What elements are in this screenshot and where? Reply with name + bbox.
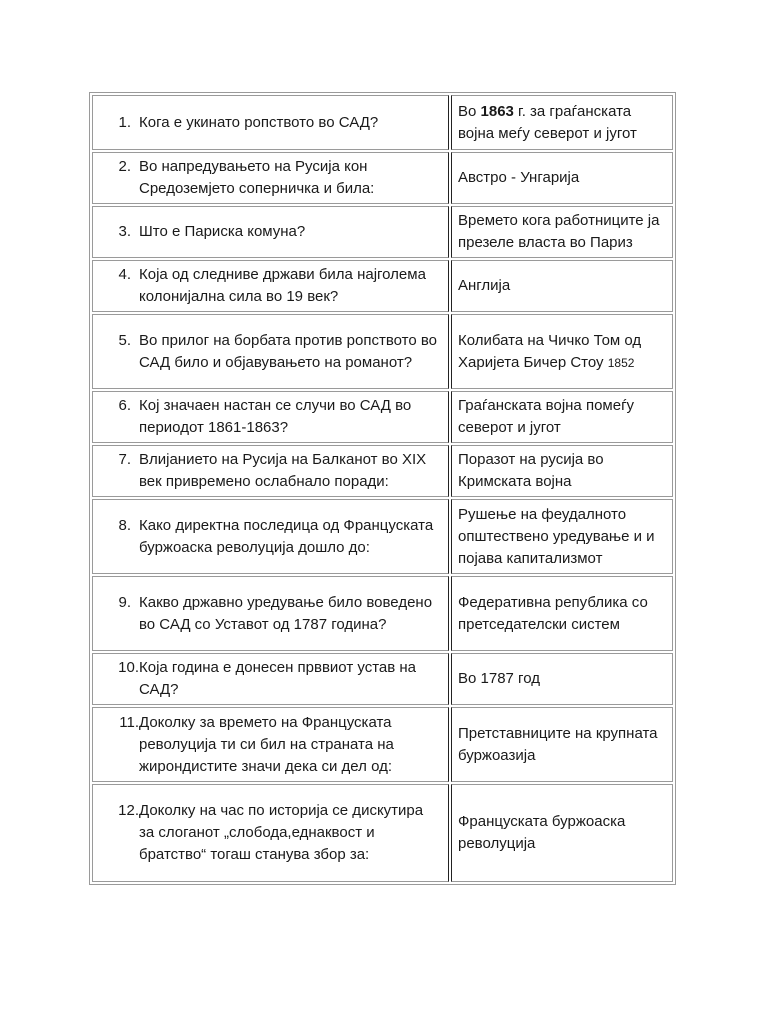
table-row	[92, 445, 673, 497]
answer-text: Француската буржоаска револуција	[458, 813, 626, 852]
question-text: Кој значаен настан се случи во САД во периодот 1861-1863?	[139, 397, 412, 436]
answer-year: 1863	[480, 102, 514, 120]
table-row	[92, 499, 673, 574]
question-cell	[92, 784, 449, 882]
table-row	[92, 653, 673, 705]
question-number: 9.	[118, 593, 131, 611]
question-text: Која година е донесен прввиот устав на САД?	[139, 659, 416, 698]
question-cell	[92, 576, 449, 651]
answer-text: Австро - Унгарија	[458, 169, 580, 186]
question-cell	[92, 445, 449, 497]
question-cell	[92, 391, 449, 443]
table-row	[92, 314, 673, 389]
answer-cell	[451, 576, 673, 651]
question-number: 7.	[118, 451, 131, 468]
question-number: 10.	[118, 659, 139, 676]
question-number: 6.	[118, 397, 131, 414]
question-number: 2.	[118, 158, 131, 175]
question-number: 11.	[119, 713, 139, 731]
question-cell	[92, 95, 449, 150]
question-text: Во прилог на борбата против ропството во САД било и објавувањето на романот?	[139, 331, 438, 371]
answer-text: Англија	[458, 277, 511, 294]
answer-text-pre: Во	[458, 102, 481, 120]
table-row	[92, 95, 673, 150]
table-row	[92, 260, 673, 312]
question-text: Доколку за времето на Француската револуција ти си бил на страната на жирондистите значи дека си дел од:	[139, 713, 394, 775]
answer-cell	[451, 95, 673, 150]
question-cell	[92, 152, 449, 204]
answer-text: Колибата на Чичко Том од Харијета Бичер Стоу	[458, 331, 642, 371]
question-text: Влијанието на Русија на Балканот во XIX век привремено ослабнало поради:	[139, 451, 427, 490]
answer-text: Времето кога работниците ја презеле власта во Париз	[458, 212, 660, 251]
table-row	[92, 152, 673, 204]
answer-text: Претставниците на крупната буржоазија	[458, 724, 658, 764]
question-number: 4.	[118, 266, 131, 283]
question-number: 5.	[118, 331, 131, 349]
question-cell	[92, 653, 449, 705]
question-text: Што е Париска комуна?	[139, 223, 306, 240]
answer-cell	[451, 707, 673, 782]
question-cell	[92, 314, 449, 389]
answer-year: 1852	[607, 355, 635, 370]
table-row	[92, 391, 673, 443]
answer-cell	[451, 445, 673, 497]
answer-text: Федеративна република со претседателски систем	[458, 593, 648, 633]
question-cell	[92, 707, 449, 782]
question-number: 1.	[118, 113, 131, 131]
question-cell	[92, 499, 449, 574]
question-text: Како директна последица од Француската буржоаска револуција дошло до:	[139, 516, 434, 556]
answer-text: Граѓанската војна помеѓу северот и југот	[458, 397, 635, 436]
question-cell	[92, 260, 449, 312]
answer-text-post: г. за граѓанската војна меѓу северот и југот	[458, 102, 637, 142]
qa-table	[89, 92, 676, 885]
question-number: 8.	[118, 516, 131, 534]
answer-cell	[451, 152, 673, 204]
question-number: 3.	[118, 223, 131, 240]
answer-cell	[451, 314, 673, 389]
answer-cell	[451, 391, 673, 443]
question-text: Која од следниве држави била најголема колонијална сила во 19 век?	[139, 266, 426, 305]
table-row	[92, 707, 673, 782]
answer-cell	[451, 784, 673, 882]
answer-cell	[451, 499, 673, 574]
answer-cell	[451, 260, 673, 312]
question-text: Во напредувањето на Русија кон Средоземјето соперничка и била:	[139, 158, 375, 197]
question-text: Доколку на час по историја се дискутира за слоганот „слобода,еднаквост и братство“ тогаш станува збор за:	[139, 802, 424, 863]
question-text: Кога е укинато ропството во САД?	[139, 113, 379, 131]
table-row	[92, 784, 673, 882]
answer-cell	[451, 206, 673, 258]
table-row	[92, 576, 673, 651]
question-text: Какво државно уредување било воведено во САД со Уставот од 1787 година?	[139, 593, 433, 633]
question-cell	[92, 206, 449, 258]
answer-cell	[451, 653, 673, 705]
answer-text: Поразот на русија во Кримската војна	[458, 451, 604, 490]
table-row	[92, 206, 673, 258]
question-number: 12.	[118, 802, 139, 819]
answer-text: Во 1787 год	[458, 670, 540, 687]
answer-text: Рушење на феудалното општествено уредување и и појава капитализмот	[458, 505, 655, 567]
